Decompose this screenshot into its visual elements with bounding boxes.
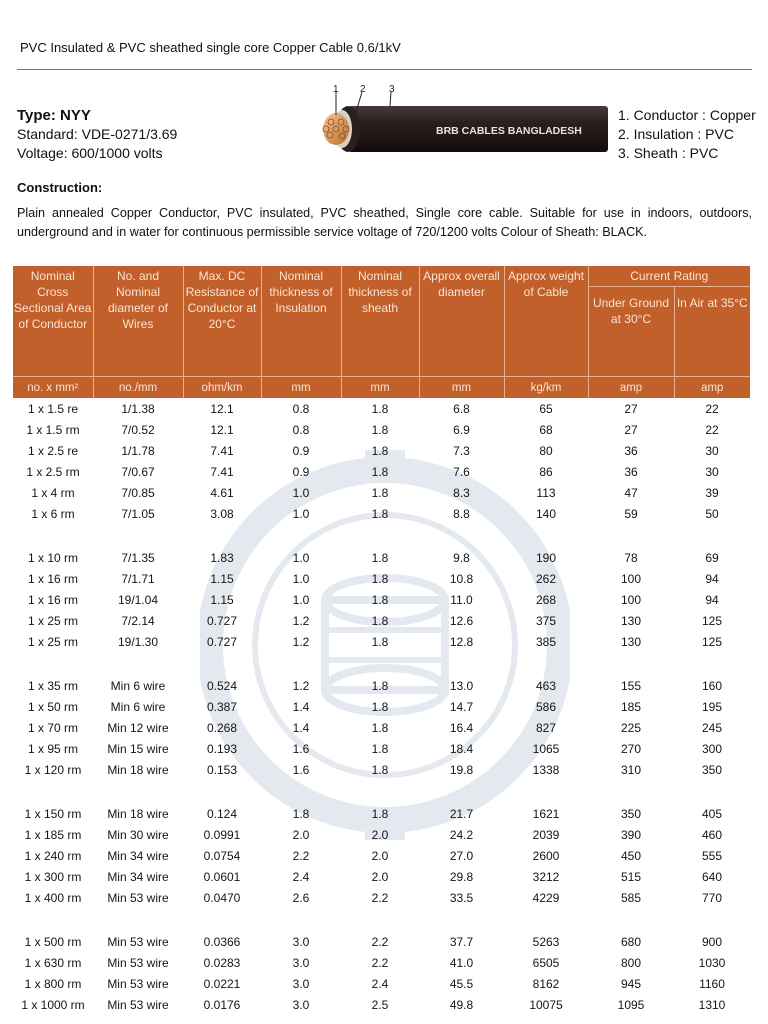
header-underground: Under Ground at 30°C: [588, 287, 674, 377]
table-cell: 1 x 16 rm: [27, 592, 78, 607]
table-cell: 900: [701, 934, 723, 949]
table-cell: Min 18 wire: [107, 762, 169, 777]
table-cell: 59: [624, 506, 638, 521]
table-cell: 113: [536, 485, 556, 500]
table-cell: 78: [624, 550, 638, 565]
table-cell: 2.4: [292, 869, 310, 884]
table-cell: 125: [701, 613, 723, 628]
table-cell: 1.8: [371, 762, 389, 777]
table-cell: 1/1.78: [121, 443, 155, 458]
table-cell: 1 x 2.5 rm: [26, 464, 80, 479]
table-cell: 1095: [617, 997, 645, 1012]
unit-cell: mm: [341, 377, 419, 399]
table-cell: 2.2: [292, 848, 310, 863]
table-cell: 50: [705, 506, 719, 521]
table-cell: 310: [620, 762, 642, 777]
type-block: [17, 106, 177, 163]
table-cell: 36: [624, 464, 638, 479]
table-cell: 27: [624, 422, 638, 437]
part-conductor: 1. Conductor : Copper: [618, 107, 756, 123]
table-cell: 1 x 240 rm: [24, 848, 82, 863]
table-cell: 0.193: [206, 741, 238, 756]
table-cell: 0.524: [206, 678, 238, 693]
table-cell: 100: [620, 571, 642, 586]
table-cell: 130: [620, 634, 642, 649]
table-cell: 16.4: [449, 720, 474, 735]
table-cell: 1.0: [292, 550, 310, 565]
table-row: [13, 845, 750, 866]
table-cell: 10075: [529, 997, 563, 1012]
table-cell: 586: [535, 699, 557, 714]
table-cell: 12.8: [449, 634, 474, 649]
table-row: [13, 547, 750, 568]
table-cell: 140: [535, 506, 557, 521]
table-cell: 8162: [532, 976, 560, 991]
table-cell: 1.8: [371, 485, 389, 500]
table-cell: 2.0: [292, 827, 310, 842]
unit-cell: ohm/km: [183, 377, 261, 399]
table-cell: 22: [705, 401, 719, 416]
table-cell: 1 x 6 rm: [31, 506, 75, 521]
table-row: [13, 887, 750, 908]
table-cell: 1 x 4 rm: [31, 485, 75, 500]
unit-cell: kg/km: [504, 377, 588, 399]
table-cell: 1 x 185 rm: [24, 827, 82, 842]
table-cell: 0.124: [206, 806, 238, 821]
construction-heading: Construction:: [17, 180, 103, 195]
table-cell: 1.8: [371, 806, 389, 821]
table-cell: 4229: [532, 890, 560, 905]
spacer-cell: [13, 908, 750, 931]
table-row: [13, 759, 750, 780]
table-cell: 680: [620, 934, 642, 949]
group-spacer: [13, 780, 750, 803]
table-cell: 350: [620, 806, 642, 821]
type-label: Type: NYY: [17, 107, 91, 124]
table-cell: 94: [705, 571, 719, 586]
table-cell: 27: [624, 401, 638, 416]
unit-cell: amp: [674, 377, 750, 399]
group-spacer: [13, 652, 750, 675]
table-cell: 1.15: [210, 592, 234, 607]
table-cell: 47: [624, 485, 638, 500]
spacer-cell: [13, 652, 750, 675]
table-cell: 1 x 50 rm: [27, 699, 78, 714]
table-cell: 1.8: [371, 741, 389, 756]
table-cell: 7/2.14: [121, 613, 155, 628]
table-cell: 3.0: [292, 934, 310, 949]
table-cell: 2.4: [371, 976, 389, 991]
table-cell: 1.8: [371, 506, 389, 521]
table-cell: 515: [620, 869, 642, 884]
table-cell: 2.6: [292, 890, 310, 905]
table-cell: 1.15: [210, 571, 234, 586]
table-cell: 1.4: [292, 699, 310, 714]
table-cell: 1 x 16 rm: [27, 571, 78, 586]
group-spacer: [13, 908, 750, 931]
table-cell: 1621: [532, 806, 560, 821]
table-cell: 6.8: [453, 401, 470, 416]
table-cell: 19/1.04: [117, 592, 159, 607]
table-cell: 10.8: [449, 571, 474, 586]
table-cell: 7.41: [210, 464, 234, 479]
table-cell: 8.8: [453, 506, 470, 521]
table-cell: 1.8: [371, 678, 389, 693]
table-cell: 7/0.67: [121, 464, 155, 479]
table-row: [13, 952, 750, 973]
unit-cell: no. x mm²: [13, 377, 93, 399]
table-cell: 1.0: [292, 592, 310, 607]
table-cell: Min 53 wire: [107, 890, 169, 905]
table-cell: 1.8: [371, 571, 389, 586]
table-cell: 0.0754: [203, 848, 241, 863]
table-cell: Min 6 wire: [110, 699, 166, 714]
table-row: [13, 717, 750, 738]
table-cell: 585: [620, 890, 642, 905]
table-row: [13, 696, 750, 717]
table-cell: 0.8: [292, 401, 310, 416]
table-cell: 1.6: [292, 762, 310, 777]
table-cell: 1 x 25 rm: [27, 634, 78, 649]
table-cell: 0.9: [292, 443, 310, 458]
table-cell: 0.153: [206, 762, 238, 777]
table-cell: 390: [620, 827, 642, 842]
table-cell: 1 x 120 rm: [24, 762, 82, 777]
table-cell: 80: [539, 443, 553, 458]
table-cell: 1 x 300 rm: [24, 869, 82, 884]
document-title: PVC Insulated & PVC sheathed single core Copper Cable 0.6/1kV: [20, 40, 401, 55]
table-cell: 270: [620, 741, 642, 756]
table-cell: 125: [701, 634, 723, 649]
table-cell: 14.7: [449, 699, 474, 714]
table-cell: 1 x 500 rm: [24, 934, 82, 949]
table-cell: 19.8: [449, 762, 474, 777]
part-sheath: 3. Sheath : PVC: [618, 145, 719, 161]
cable-spec-table: [13, 266, 750, 1015]
marker-3: 3: [389, 84, 395, 95]
table-row: [13, 568, 750, 589]
unit-cell: mm: [261, 377, 341, 399]
table-cell: 0.9: [292, 464, 310, 479]
table-cell: 1 x 25 rm: [27, 613, 78, 628]
table-cell: 7/1.05: [121, 506, 155, 521]
unit-cell: amp: [588, 377, 674, 399]
table-cell: 1.8: [371, 720, 389, 735]
table-cell: Min 12 wire: [107, 720, 169, 735]
table-cell: 1 x 1.5 rm: [26, 422, 80, 437]
table-cell: 160: [701, 678, 723, 693]
table-cell: 0.0366: [203, 934, 241, 949]
table-row: [13, 994, 750, 1015]
table-cell: 1.8: [371, 443, 389, 458]
cable-conductor: [323, 113, 349, 145]
header-weight: Approx weight of Cable: [504, 266, 588, 377]
table-cell: 1065: [532, 741, 560, 756]
table-cell: 1.2: [292, 634, 310, 649]
table-cell: 0.0221: [203, 976, 241, 991]
table-row: [13, 675, 750, 696]
table-cell: 1.0: [292, 571, 310, 586]
table-cell: 2.5: [371, 997, 389, 1012]
table-cell: 1.2: [292, 678, 310, 693]
table-cell: 350: [701, 762, 723, 777]
table-row: [13, 589, 750, 610]
table-cell: Min 30 wire: [107, 827, 169, 842]
header-insulation: Nominal thickness of Insulation: [261, 266, 341, 377]
table-cell: Min 53 wire: [107, 955, 169, 970]
spacer-cell: [13, 524, 750, 547]
table-cell: Min 15 wire: [107, 741, 169, 756]
table-cell: 195: [701, 699, 723, 714]
table-cell: 640: [701, 869, 723, 884]
table-cell: 65: [539, 401, 553, 416]
table-row: [13, 482, 750, 503]
table-cell: Min 18 wire: [107, 806, 169, 821]
table-cell: 24.2: [449, 827, 474, 842]
table-cell: 86: [539, 464, 553, 479]
table-cell: 4.61: [210, 485, 234, 500]
table-cell: 1338: [532, 762, 560, 777]
unit-cell: mm: [419, 377, 504, 399]
table-cell: 2.2: [371, 890, 389, 905]
table-cell: 300: [701, 741, 723, 756]
table-cell: 2.0: [371, 869, 389, 884]
table-cell: 1 x 150 rm: [24, 806, 82, 821]
table-cell: 30: [705, 464, 719, 479]
table-cell: 11.0: [450, 592, 473, 607]
table-cell: 190: [535, 550, 557, 565]
table-cell: 2.2: [371, 955, 389, 970]
units-row: [13, 377, 750, 399]
table-cell: 19/1.30: [117, 634, 159, 649]
table-cell: 41.0: [449, 955, 474, 970]
table-cell: 0.268: [206, 720, 238, 735]
table-cell: 1.0: [292, 485, 310, 500]
table-cell: 30: [705, 443, 719, 458]
table-cell: 155: [620, 678, 642, 693]
table-cell: 1 x 800 rm: [24, 976, 82, 991]
table-cell: 45.5: [449, 976, 474, 991]
table-cell: Min 53 wire: [107, 976, 169, 991]
table-cell: 0.727: [206, 634, 238, 649]
table-cell: 12.1: [210, 401, 234, 416]
table-row: [13, 398, 750, 419]
table-cell: Min 34 wire: [107, 848, 169, 863]
table-cell: 385: [535, 634, 557, 649]
table-cell: 460: [701, 827, 723, 842]
table-cell: 1 x 2.5 re: [27, 443, 79, 458]
table-cell: 1.0: [292, 506, 310, 521]
table-cell: 0.727: [206, 613, 238, 628]
table-cell: 2.2: [371, 934, 389, 949]
header-current-rating: Current Rating: [588, 266, 750, 287]
spacer-cell: [13, 780, 750, 803]
table-cell: 100: [620, 592, 642, 607]
table-cell: 1.8: [371, 550, 389, 565]
table-cell: 37.7: [449, 934, 474, 949]
table-cell: 13.0: [449, 678, 474, 693]
table-cell: 1160: [699, 976, 725, 991]
table-cell: 9.8: [453, 550, 470, 565]
table-cell: 405: [701, 806, 723, 821]
table-row: [13, 803, 750, 824]
table-row: [13, 461, 750, 482]
table-cell: Min 6 wire: [110, 678, 166, 693]
table-cell: 1 x 1.5 re: [27, 401, 79, 416]
table-cell: 1/1.38: [121, 401, 155, 416]
table-cell: 6505: [532, 955, 560, 970]
table-cell: 375: [535, 613, 557, 628]
table-cell: 0.0176: [203, 997, 241, 1012]
table-cell: 68: [539, 422, 553, 437]
table-cell: 7/0.52: [121, 422, 155, 437]
parts-list: [618, 106, 756, 163]
table-cell: 3.0: [292, 976, 310, 991]
table-cell: 6.9: [453, 422, 470, 437]
table-cell: 1 x 95 rm: [27, 741, 78, 756]
table-cell: 0.0283: [203, 955, 241, 970]
table-cell: 800: [620, 955, 642, 970]
standard-label: Standard: VDE-0271/3.69: [17, 126, 178, 142]
table-cell: 1 x 70 rm: [27, 720, 78, 735]
table-cell: 1 x 35 rm: [27, 678, 78, 693]
table-cell: 69: [705, 550, 719, 565]
table-cell: 2039: [532, 827, 560, 842]
table-row: [13, 503, 750, 524]
table-cell: 49.8: [449, 997, 474, 1012]
table-row: [13, 931, 750, 952]
table-cell: 3.08: [210, 506, 234, 521]
table-cell: 130: [620, 613, 642, 628]
table-cell: 7/1.71: [121, 571, 155, 586]
table-cell: 1310: [698, 997, 726, 1012]
table-cell: 1.83: [210, 550, 234, 565]
table-cell: Min 34 wire: [107, 869, 169, 884]
cable-illustration: [312, 82, 608, 172]
table-cell: 1.8: [292, 806, 310, 821]
unit-cell: no./mm: [93, 377, 183, 399]
header-diameter: Approx overall diameter: [419, 266, 504, 377]
table-cell: 185: [620, 699, 642, 714]
table-cell: 1.8: [371, 592, 389, 607]
table-cell: 450: [620, 848, 642, 863]
table-cell: 1.4: [292, 720, 310, 735]
table-cell: 21.7: [449, 806, 474, 821]
table-cell: 555: [701, 848, 723, 863]
table-cell: 18.4: [449, 741, 474, 756]
table-cell: 1.8: [371, 699, 389, 714]
table-cell: 3.0: [292, 955, 310, 970]
table-cell: 0.0470: [203, 890, 241, 905]
table-cell: 29.8: [449, 869, 474, 884]
cable-print: BRB CABLES BANGLADESH: [436, 125, 582, 137]
table-cell: 1 x 400 rm: [24, 890, 82, 905]
table-cell: 770: [701, 890, 723, 905]
marker-1: 1: [333, 84, 339, 95]
table-cell: 2.0: [371, 848, 389, 863]
table-cell: 36: [624, 443, 638, 458]
table-row: [13, 440, 750, 461]
table-cell: 1.2: [292, 613, 310, 628]
table-cell: 2.0: [371, 827, 389, 842]
table-cell: 245: [701, 720, 723, 735]
table-cell: 0.8: [292, 422, 310, 437]
part-insulation: 2. Insulation : PVC: [618, 126, 734, 142]
table-cell: 1.6: [292, 741, 310, 756]
table-cell: 7.6: [453, 464, 470, 479]
header-row: [13, 266, 750, 287]
table-cell: 945: [620, 976, 642, 991]
table-cell: 12.1: [210, 422, 234, 437]
table-cell: 3212: [532, 869, 560, 884]
table-cell: 39: [705, 485, 719, 500]
table-row: [13, 866, 750, 887]
table-cell: 463: [535, 678, 557, 693]
table-row: [13, 973, 750, 994]
marker-2: 2: [360, 84, 366, 95]
table-cell: 2600: [532, 848, 560, 863]
table-cell: 33.5: [449, 890, 474, 905]
table-cell: 827: [535, 720, 557, 735]
table-cell: 7/1.35: [121, 550, 155, 565]
table-cell: Min 53 wire: [107, 934, 169, 949]
table-cell: 1.8: [371, 634, 389, 649]
table-cell: 1.8: [371, 401, 389, 416]
table-row: [13, 738, 750, 759]
table-row: [13, 824, 750, 845]
table-cell: 1030: [698, 955, 726, 970]
voltage-label: Voltage: 600/1000 volts: [17, 145, 163, 161]
table-cell: 1 x 10 rm: [27, 550, 78, 565]
table-row: [13, 610, 750, 631]
table-cell: 268: [535, 592, 557, 607]
table-cell: 8.3: [453, 485, 470, 500]
table-cell: 0.0601: [203, 869, 241, 884]
header-sheath: Nominal thickness of sheath: [341, 266, 419, 377]
table-cell: 1 x 630 rm: [24, 955, 82, 970]
table-row: [13, 419, 750, 440]
table-cell: 1 x 1000 rm: [21, 997, 85, 1012]
table-cell: 27.0: [449, 848, 474, 863]
header-cross-section: Nominal Cross Sectional Area of Conductor: [13, 266, 93, 377]
table-cell: 7.41: [210, 443, 234, 458]
header-in-air: In Air at 35°C: [674, 287, 750, 377]
table-cell: 225: [620, 720, 642, 735]
title-rule: [17, 69, 752, 70]
table-cell: 1.8: [371, 422, 389, 437]
table-cell: 12.6: [449, 613, 474, 628]
table-cell: Min 53 wire: [107, 997, 169, 1012]
table-cell: 7.3: [453, 443, 470, 458]
table-cell: 1.8: [371, 613, 389, 628]
table-cell: 5263: [532, 934, 560, 949]
table-cell: 22: [705, 422, 719, 437]
header-wires: No. and Nominal diameter of Wires: [93, 266, 183, 377]
table-cell: 1.8: [371, 464, 389, 479]
table-cell: 94: [705, 592, 719, 607]
construction-text: Plain annealed Copper Conductor, PVC insulated, PVC sheathed, Single core cable. Suitable for use in indoors, outdoors, underground and in water for continuous permissible service voltage of 720/1200 volts Colour of Sheath: BLACK.: [17, 206, 752, 239]
header-resistance: Max. DC Resistance of Conductor at 20°C: [183, 266, 261, 377]
group-spacer: [13, 524, 750, 547]
table-cell: 7/0.85: [121, 485, 155, 500]
table-cell: 0.387: [206, 699, 238, 714]
table-cell: 3.0: [292, 997, 310, 1012]
table-cell: 0.0991: [203, 827, 241, 842]
table-cell: 262: [535, 571, 557, 586]
table-row: [13, 631, 750, 652]
